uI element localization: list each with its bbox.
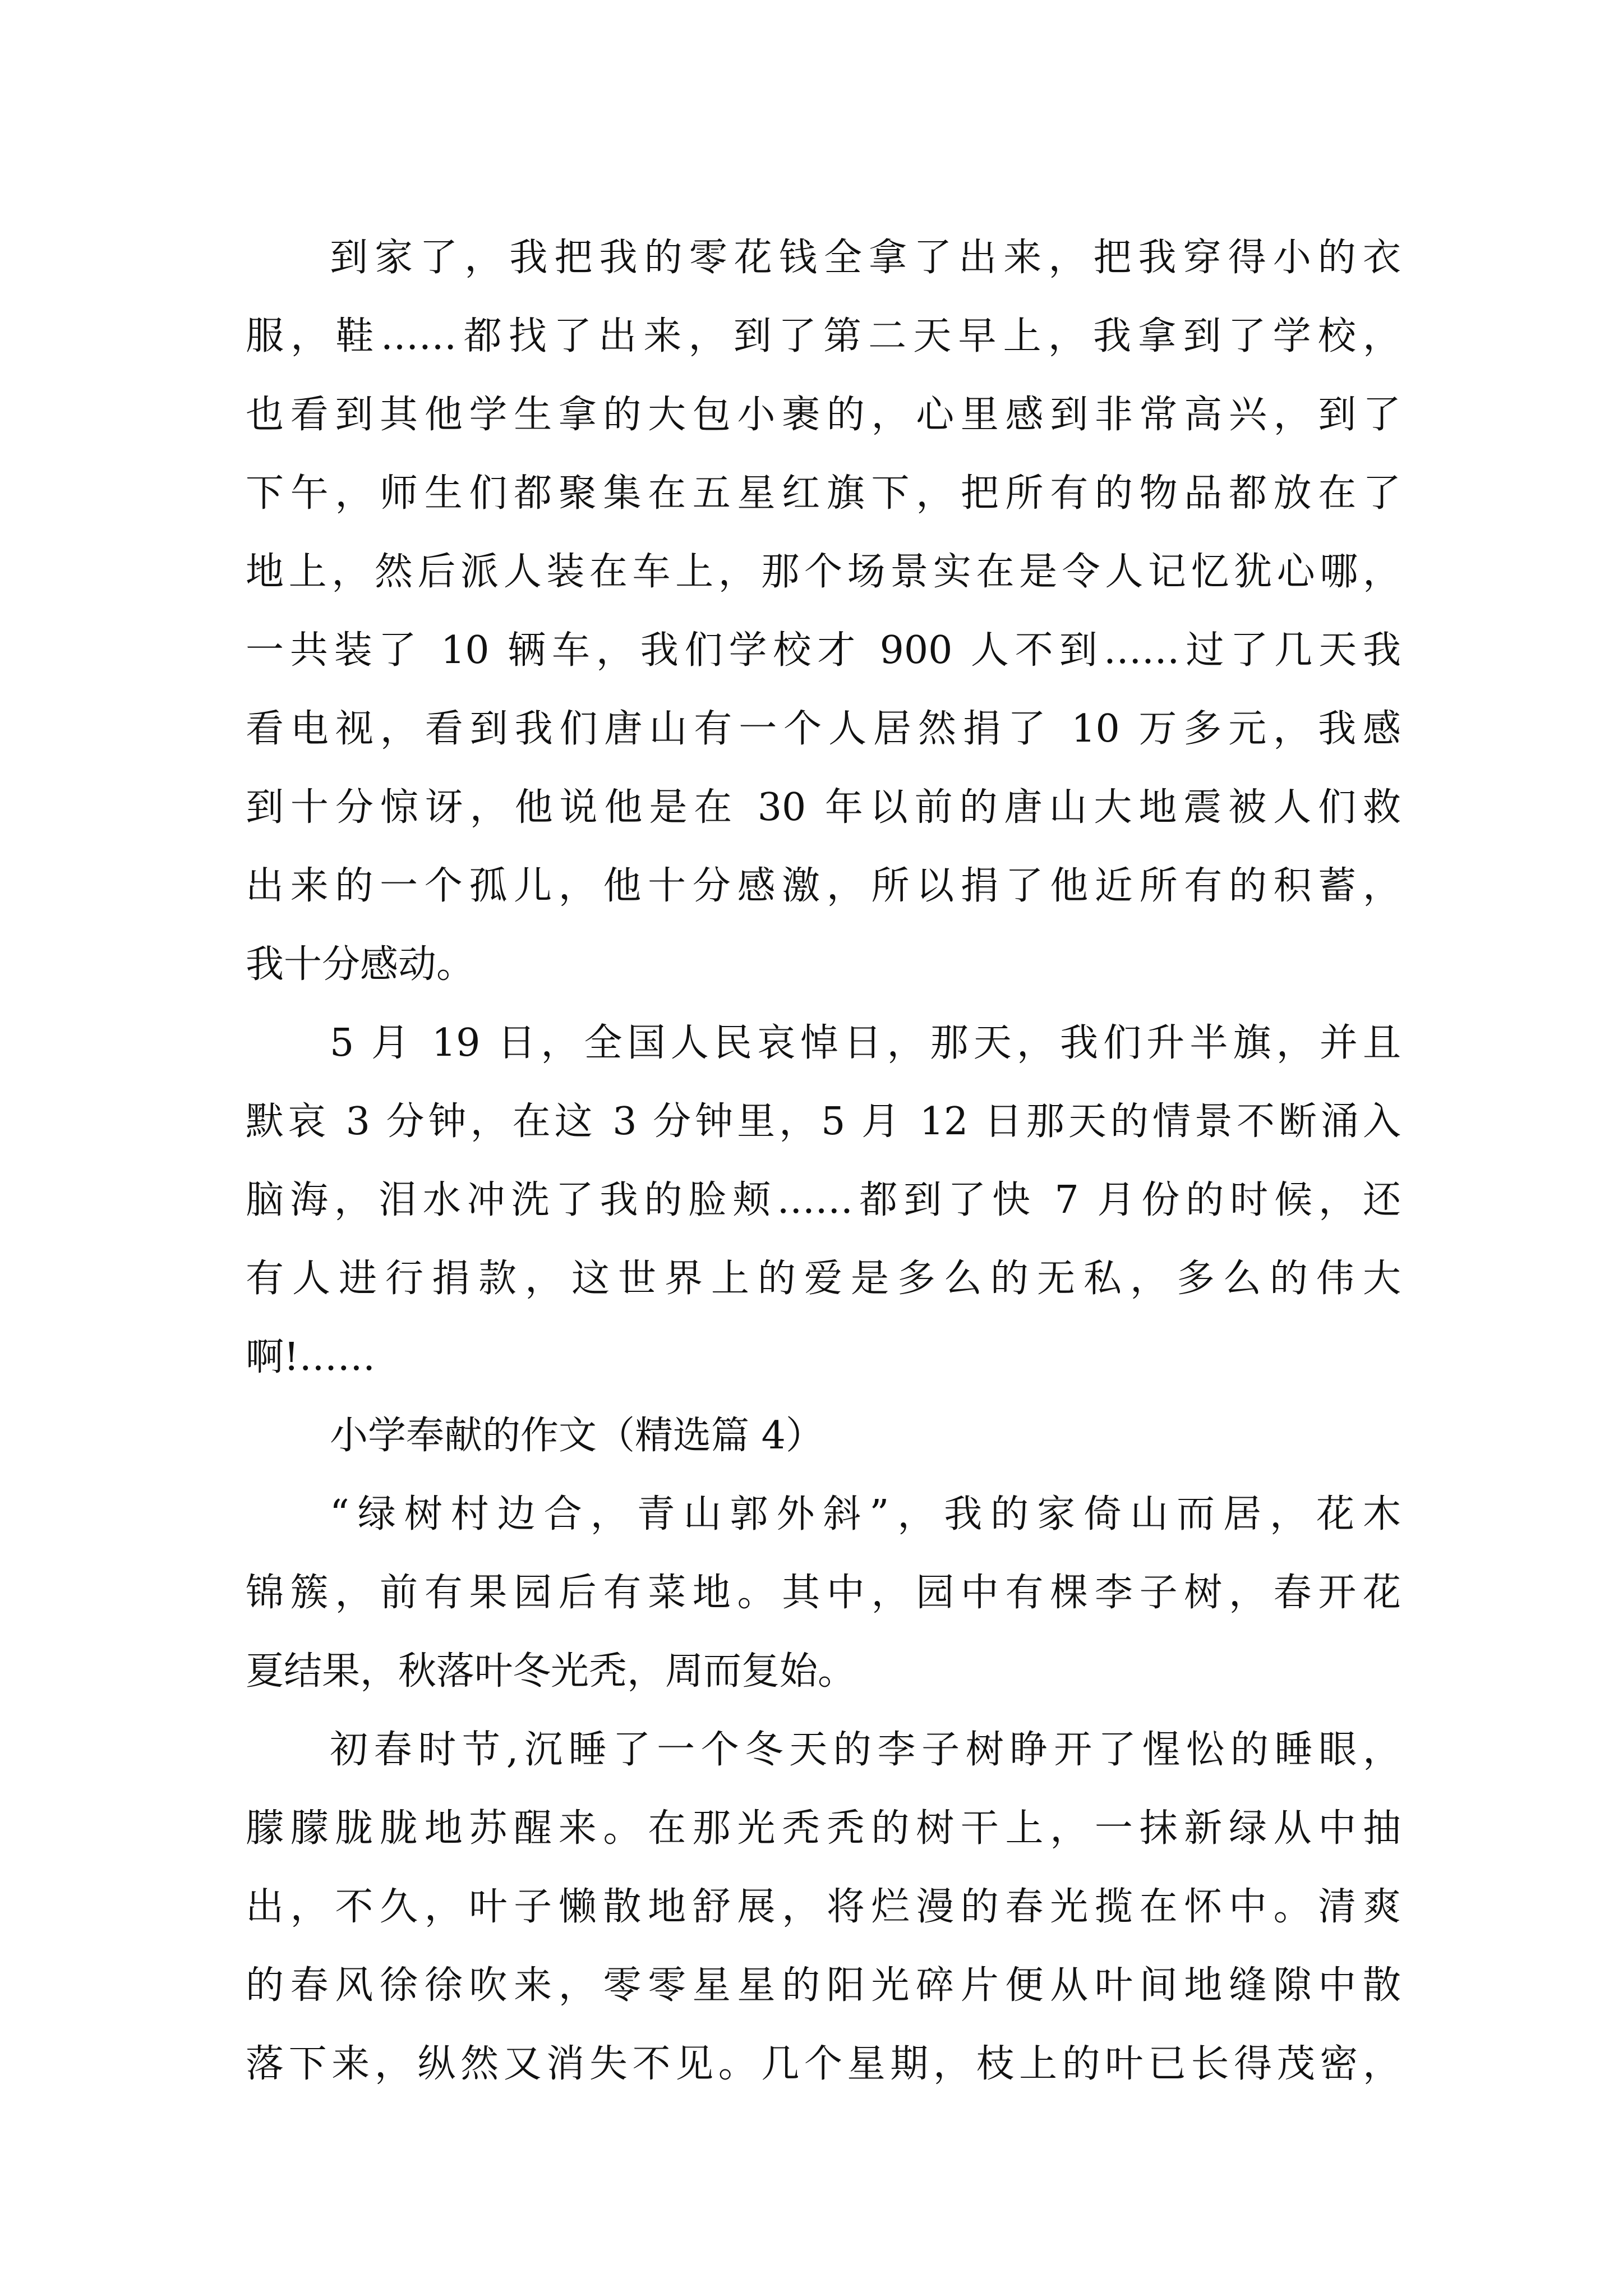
- text-line: 夏结果，秋落叶冬光秃，周而复始。: [246, 1649, 856, 1694]
- text-line: 的春风徐徐吹来，零零星星的阳光碎片便从叶间地缝隙中散: [246, 1963, 1401, 2008]
- text-line: 有人进行捐款，这世界上的爱是多么的无私，多么的伟大: [246, 1257, 1401, 1301]
- text-line: 服，鞋……都找了出来，到了第二天早上，我拿到了学校，: [246, 314, 1401, 358]
- text-line: 地上，然后派人装在车上，那个场景实在是令人记忆犹心哪，: [246, 550, 1401, 594]
- text-line: 啊!……: [246, 1335, 376, 1379]
- text-line: 脑海，泪水冲洗了我的脸颊……都到了快 7 月份的时候，还: [246, 1178, 1401, 1222]
- text-line: 朦朦胧胧地苏醒来。在那光秃秃的树干上，一抹新绿从中抽: [246, 1806, 1401, 1851]
- text-line: 看电视，看到我们唐山有一个人居然捐了 10 万多元，我感: [246, 707, 1401, 751]
- text-line: 一共装了 10 辆车，我们学校才 900 人不到……过了几天我: [246, 628, 1401, 673]
- text-line: 初春时节,沉睡了一个冬天的李子树睁开了惺忪的睡眼，: [330, 1728, 1401, 1772]
- text-line: 到十分惊讶，他说他是在 30 年以前的唐山大地震被人们救: [246, 785, 1401, 830]
- text-line: 锦簇，前有果园后有菜地。其中，园中有棵李子树，春开花: [246, 1571, 1401, 1615]
- text-line: 小学奉献的作文（精选篇 4）: [330, 1414, 824, 1458]
- text-line: 出来的一个孤儿，他十分感激，所以捐了他近所有的积蓄，: [246, 864, 1401, 908]
- text-line: 我十分感动。: [246, 942, 475, 987]
- text-line: 下午，师生们都聚集在五星红旗下，把所有的物品都放在了: [246, 471, 1401, 516]
- text-line: 到家了，我把我的零花钱全拿了出来，把我穿得小的衣: [330, 236, 1401, 280]
- document-body: [246, 219, 1401, 2104]
- text-line: 出，不久，叶子懒散地舒展，将烂漫的春光揽在怀中。清爽: [246, 1885, 1401, 1929]
- text-line: 默哀 3 分钟，在这 3 分钟里，5 月 12 日那天的情景不断涌入: [246, 1099, 1401, 1144]
- text-line: 落下来，纵然又消失不见。几个星期，枝上的叶已长得茂密，: [246, 2042, 1401, 2086]
- text-line: 5 月 19 日，全国人民哀悼日，那天，我们升半旗，并且: [330, 1021, 1401, 1065]
- text-line: “绿树村边合，青山郭外斜”，我的家倚山而居，花木: [330, 1492, 1401, 1536]
- text-line: 也看到其他学生拿的大包小裹的，心里感到非常高兴，到了: [246, 393, 1401, 437]
